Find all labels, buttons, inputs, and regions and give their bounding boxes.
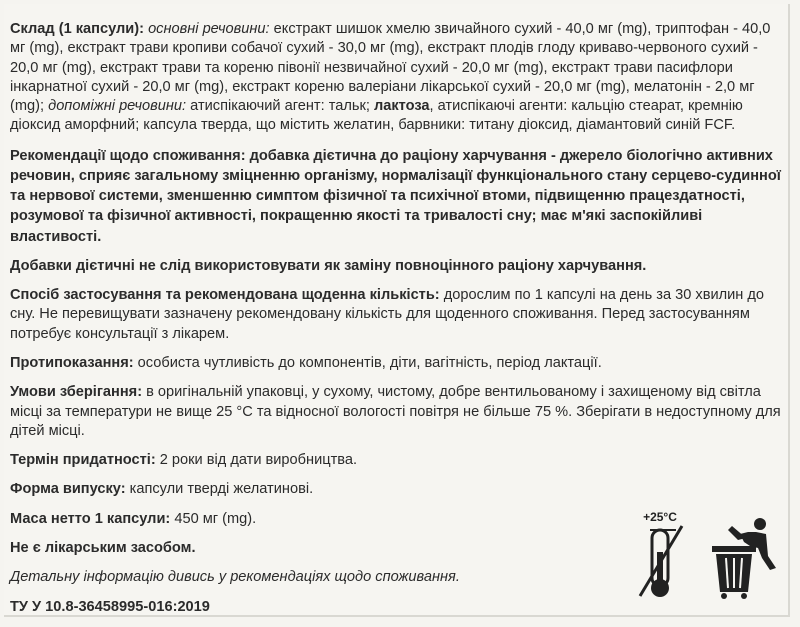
storage-icons <box>630 508 786 600</box>
bin-disposal-icon <box>710 516 784 600</box>
form-label: Форма випуску: <box>10 481 126 498</box>
net-mass-label: Маса нетто 1 капсули: <box>10 510 171 527</box>
aux-substances-text-1: атиспікаючий агент: тальк; <box>186 98 370 115</box>
usage-paragraph <box>10 286 788 344</box>
main-substances-text: екстракт шишок хмелю звичайного сухий - 40,0 мг (mg), триптофан - 40,0 мг (mg), екстракт трави кропиви собачої сухий - 30,0 мг (mg), екстракт плодів глоду криваво-червоного сухий - 20,0 мг (mg), екстракт трави та кореню півонії незвичайної сухий - 20,0 мг (mg), екстракт трави пасифлори інкарнатної сухий - 20,0 мг (mg), екстракт кореню валеріани лікарської сухий - 20,0 мг (mg), мелатонін - 2,0 мг (mg); <box>10 21 771 115</box>
warning-paragraph <box>10 257 788 276</box>
label-panel <box>4 4 790 617</box>
lactose-label: лактоза <box>373 98 430 115</box>
aux-substances-text-2: , атиспікаючі агенти: кальцію стеарат, кремнію діоксид аморфний; капсула тверда, що містить желатин, барвники: титану діоксид, діамантовий синій FCF. <box>10 98 743 134</box>
main-substances-label: основні речовини: <box>148 21 270 37</box>
tu-code: ТУ У 10.8-36458995-016:2019 <box>10 598 210 615</box>
shelf-life-text: 2 роки від дати виробництва. <box>155 452 358 469</box>
recommendation-paragraph: Рекомендації щодо споживання: добавка дієтична до раціону харчування - джерело біологічно активних речовин, сприяє загальному зміцненню організму, нормалізації функціонального стану серцево-судинної та нервової системи, зменшенню симптом фізичної та психічної втоми, підвищенню працездатності, розумової та фізичної активності, покращенню якості та тривалості сну; має м'які заспокійливі властивості. <box>10 147 781 245</box>
contraindications-paragraph <box>10 354 788 373</box>
not-medicine-text: Не є лікарським засобом. <box>10 540 196 557</box>
composition-label: Склад (1 капсули): <box>10 21 144 37</box>
storage-label: Умови зберігання: <box>10 384 143 401</box>
storage-text: в оригінальній упаковці, у сухому, чистому, добре вентильованому і захищеному від світла місці за температури не вище 25 °С та відносної вологості повітря не більше 75 %. Зберігати в недоступному для дітей місці. <box>10 384 781 439</box>
temperature-label: +25°C <box>643 510 677 524</box>
aux-substances-label: допоміжні речовини: <box>48 98 187 115</box>
usage-label: Спосіб застосування та рекомендована щоденна кількість: <box>10 287 440 304</box>
shelf-life-label: Термін придатності: <box>10 452 156 469</box>
form-paragraph <box>10 480 788 499</box>
thermometer-icon <box>630 508 686 600</box>
shelf-life-paragraph <box>10 451 788 470</box>
contraindications-label: Протипоказання: <box>10 354 134 371</box>
form-text: капсули тверді желатинові. <box>125 481 314 498</box>
details-note-text: Детальну інформацію дивись у рекомендаціях щодо споживання. <box>10 569 460 586</box>
contraindications-text: особиста чутливість до компонентів, діти, вагітність, період лактації. <box>133 354 602 371</box>
warning-text: Добавки дієтичні не слід використовувати як заміну повноцінного раціону харчування. <box>10 257 647 274</box>
composition-paragraph <box>10 20 788 136</box>
usage-text: дорослим по 1 капсулі на день за 30 хвилин до сну. Не перевищувати зазначену рекомендовану кількість для щоденного споживання. Перед застосуванням потребує консультації з лікарем. <box>10 287 765 342</box>
net-mass-text: 450 мг (mg). <box>170 510 257 527</box>
storage-paragraph <box>10 383 788 441</box>
